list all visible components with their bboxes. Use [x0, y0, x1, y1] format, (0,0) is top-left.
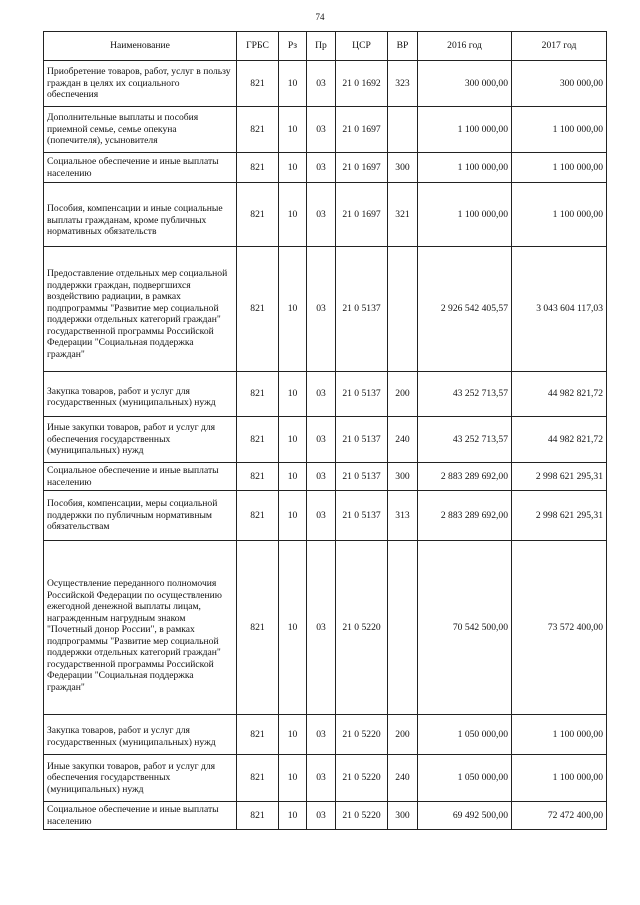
row-name: Социальное обеспечение и иные выплаты населению	[44, 153, 237, 183]
row-vr: 321	[388, 183, 418, 247]
row-pr: 03	[307, 541, 336, 715]
row-vr: 200	[388, 715, 418, 755]
row-pr: 03	[307, 61, 336, 107]
row-2017: 44 982 821,72	[512, 417, 607, 463]
table-row	[44, 755, 607, 802]
row-2016: 43 252 713,57	[418, 372, 512, 417]
row-rz: 10	[279, 417, 307, 463]
row-grbs: 821	[237, 491, 279, 541]
row-vr: 240	[388, 755, 418, 802]
row-2017: 1 100 000,00	[512, 755, 607, 802]
row-2016: 1 100 000,00	[418, 183, 512, 247]
row-2016: 1 050 000,00	[418, 755, 512, 802]
table-row	[44, 61, 607, 107]
table-row	[44, 802, 607, 830]
row-name: Пособия, компенсации и иные социальные выплаты гражданам, кроме публичных нормативных обязательств	[44, 183, 237, 247]
row-csr: 21 0 5137	[336, 372, 388, 417]
row-grbs: 821	[237, 107, 279, 153]
row-2017: 1 100 000,00	[512, 107, 607, 153]
row-name: Социальное обеспечение и иные выплаты населению	[44, 463, 237, 491]
row-rz: 10	[279, 755, 307, 802]
row-2017: 2 998 621 295,31	[512, 491, 607, 541]
row-rz: 10	[279, 153, 307, 183]
row-name: Предоставление отдельных мер социальной поддержки граждан, подвергшихся воздействию радиации, в рамках подпрограммы "Развитие мер социальной поддержки отдельных категорий граждан" государственной программы Российской Федерации "Социальная поддержка граждан"	[44, 247, 237, 372]
header-rz: Рз	[279, 32, 307, 61]
row-pr: 03	[307, 463, 336, 491]
row-rz: 10	[279, 541, 307, 715]
row-csr: 21 0 5220	[336, 541, 388, 715]
row-pr: 03	[307, 153, 336, 183]
row-rz: 10	[279, 491, 307, 541]
header-row	[44, 32, 607, 61]
row-rz: 10	[279, 107, 307, 153]
row-pr: 03	[307, 107, 336, 153]
row-vr	[388, 107, 418, 153]
row-grbs: 821	[237, 541, 279, 715]
header-pr: Пр	[307, 32, 336, 61]
row-rz: 10	[279, 802, 307, 830]
header-vr: ВР	[388, 32, 418, 61]
row-grbs: 821	[237, 755, 279, 802]
row-2017: 300 000,00	[512, 61, 607, 107]
header-2017: 2017 год	[512, 32, 607, 61]
table-row	[44, 107, 607, 153]
header-name: Наименование	[44, 32, 237, 61]
row-grbs: 821	[237, 153, 279, 183]
row-name: Пособия, компенсации, меры социальной поддержки по публичным нормативным обязательствам	[44, 491, 237, 541]
row-vr: 300	[388, 153, 418, 183]
row-pr: 03	[307, 491, 336, 541]
header-grbs: ГРБС	[237, 32, 279, 61]
budget-table	[43, 31, 607, 830]
row-2016: 2 926 542 405,57	[418, 247, 512, 372]
row-vr: 200	[388, 372, 418, 417]
row-vr: 313	[388, 491, 418, 541]
row-csr: 21 0 1697	[336, 183, 388, 247]
row-2017: 73 572 400,00	[512, 541, 607, 715]
row-2017: 2 998 621 295,31	[512, 463, 607, 491]
row-name: Социальное обеспечение и иные выплаты населению	[44, 802, 237, 830]
row-rz: 10	[279, 372, 307, 417]
row-pr: 03	[307, 183, 336, 247]
table-row	[44, 541, 607, 715]
row-vr	[388, 541, 418, 715]
row-name: Осуществление переданного полномочия Российской Федерации по осуществлению ежегодной денежной выплаты лицам, награжденным нагрудным знаком "Почетный донор России", в рамках подпрограммы "Развитие мер социальной поддержки отдельных категорий граждан" государственной программы Российской Федерации "Социальная поддержка граждан"	[44, 541, 237, 715]
header-2016: 2016 год	[418, 32, 512, 61]
row-2017: 1 100 000,00	[512, 153, 607, 183]
row-vr: 300	[388, 802, 418, 830]
row-csr: 21 0 5137	[336, 417, 388, 463]
row-rz: 10	[279, 463, 307, 491]
row-pr: 03	[307, 247, 336, 372]
table-row	[44, 247, 607, 372]
row-2016: 1 100 000,00	[418, 107, 512, 153]
row-name: Приобретение товаров, работ, услуг в пользу граждан в целях их социального обеспечения	[44, 61, 237, 107]
row-2017: 1 100 000,00	[512, 715, 607, 755]
row-2017: 3 043 604 117,03	[512, 247, 607, 372]
row-grbs: 821	[237, 247, 279, 372]
table-row	[44, 372, 607, 417]
row-vr: 323	[388, 61, 418, 107]
table-row	[44, 491, 607, 541]
row-2017: 72 472 400,00	[512, 802, 607, 830]
row-2016: 2 883 289 692,00	[418, 463, 512, 491]
row-2016: 1 100 000,00	[418, 153, 512, 183]
row-vr: 240	[388, 417, 418, 463]
row-2017: 1 100 000,00	[512, 183, 607, 247]
row-name: Иные закупки товаров, работ и услуг для обеспечения государственных (муниципальных) нужд	[44, 417, 237, 463]
row-grbs: 821	[237, 372, 279, 417]
row-rz: 10	[279, 247, 307, 372]
row-2016: 43 252 713,57	[418, 417, 512, 463]
row-grbs: 821	[237, 463, 279, 491]
row-vr	[388, 247, 418, 372]
row-csr: 21 0 1697	[336, 107, 388, 153]
row-csr: 21 0 5220	[336, 755, 388, 802]
table-row	[44, 183, 607, 247]
row-rz: 10	[279, 715, 307, 755]
row-2016: 69 492 500,00	[418, 802, 512, 830]
row-name: Дополнительные выплаты и пособия приемной семье, семье опекуна (попечителя), усыновителя	[44, 107, 237, 153]
row-csr: 21 0 5137	[336, 491, 388, 541]
row-rz: 10	[279, 183, 307, 247]
row-name: Закупка товаров, работ и услуг для государственных (муниципальных) нужд	[44, 372, 237, 417]
row-csr: 21 0 5220	[336, 802, 388, 830]
row-pr: 03	[307, 755, 336, 802]
row-name: Иные закупки товаров, работ и услуг для обеспечения государственных (муниципальных) нужд	[44, 755, 237, 802]
row-2016: 2 883 289 692,00	[418, 491, 512, 541]
table-row	[44, 417, 607, 463]
row-pr: 03	[307, 715, 336, 755]
row-pr: 03	[307, 802, 336, 830]
row-2016: 300 000,00	[418, 61, 512, 107]
row-grbs: 821	[237, 61, 279, 107]
row-csr: 21 0 1692	[336, 61, 388, 107]
row-2017: 44 982 821,72	[512, 372, 607, 417]
row-pr: 03	[307, 417, 336, 463]
row-rz: 10	[279, 61, 307, 107]
row-2016: 1 050 000,00	[418, 715, 512, 755]
row-csr: 21 0 5137	[336, 247, 388, 372]
page-number: 74	[315, 12, 325, 22]
row-grbs: 821	[237, 417, 279, 463]
row-2016: 70 542 500,00	[418, 541, 512, 715]
row-grbs: 821	[237, 715, 279, 755]
row-vr: 300	[388, 463, 418, 491]
row-csr: 21 0 5137	[336, 463, 388, 491]
row-grbs: 821	[237, 802, 279, 830]
row-csr: 21 0 1697	[336, 153, 388, 183]
row-pr: 03	[307, 372, 336, 417]
table-row	[44, 153, 607, 183]
row-csr: 21 0 5220	[336, 715, 388, 755]
header-csr: ЦСР	[336, 32, 388, 61]
table-row	[44, 715, 607, 755]
row-name: Закупка товаров, работ и услуг для государственных (муниципальных) нужд	[44, 715, 237, 755]
table-row	[44, 463, 607, 491]
row-grbs: 821	[237, 183, 279, 247]
